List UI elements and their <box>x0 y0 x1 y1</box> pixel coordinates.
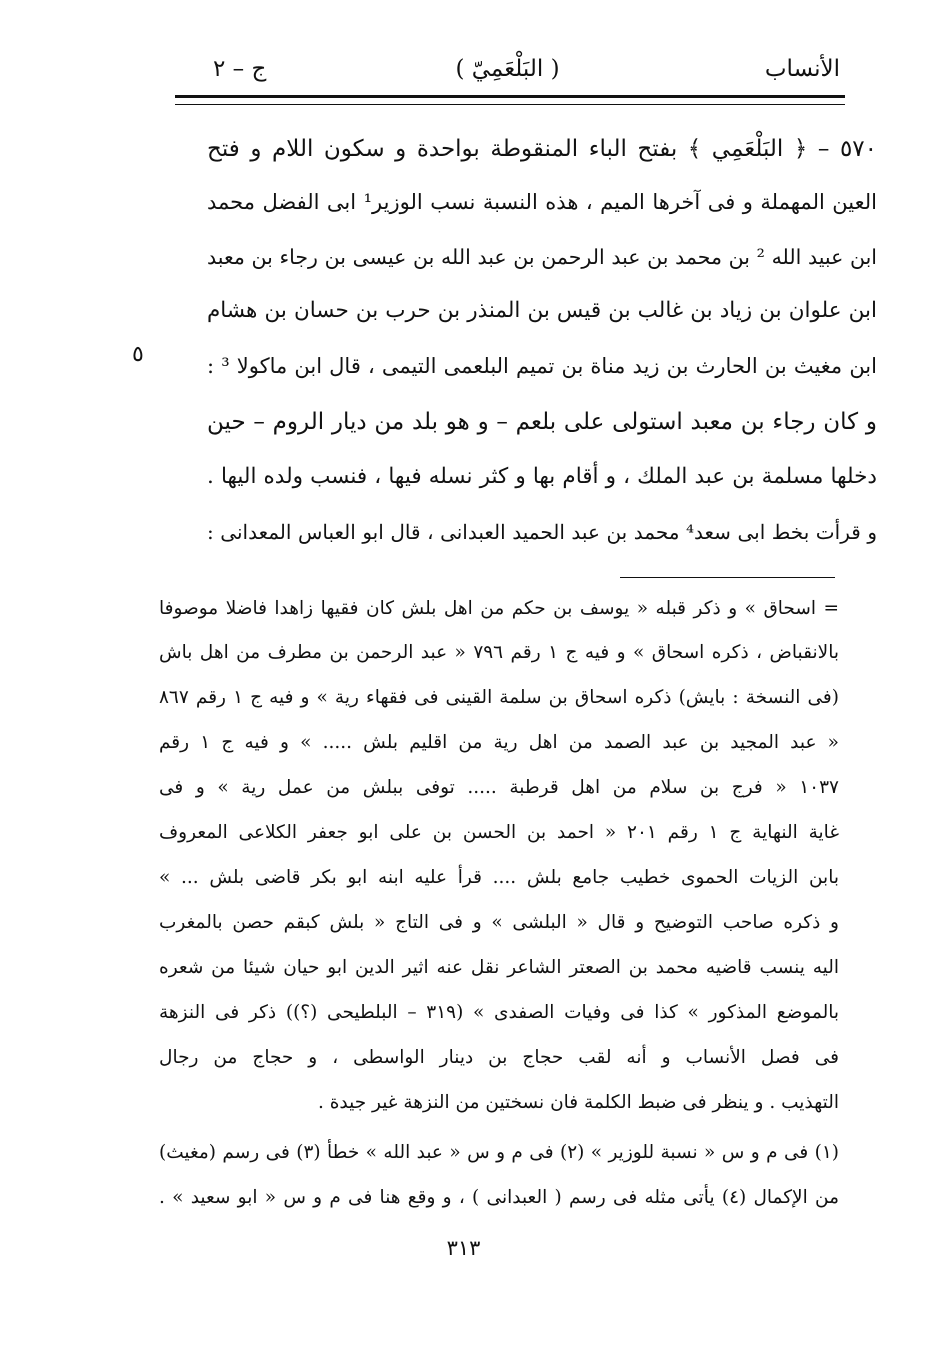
main-line: ابن عبيد الله ² بن محمد بن عبد الرحمن بن عبد الله بن عيسى بن رجاء بن معبد <box>207 245 878 269</box>
main-line: و قرأت بخط ابى سعد⁴ محمد بن عبد الحميد العبدانى ، قال ابو العباس المعدانى : <box>207 520 877 544</box>
footnote-line: بابن الزيات الحموى خطيب جامع بلش .... قرأ عليه ابنه ابو بكر قاضى بلش ... » <box>159 867 839 888</box>
footnote-line: و ذكره صاحب التوضيح و قال « البلشى » و فى التاج « بلش كبقم حصن بالمغرب <box>159 912 839 933</box>
page-number: ٣١٣ <box>446 1236 481 1260</box>
footnote-line: (١) فى م و س « نسبة للوزير » (٢) فى م و س « عبد الله » خطأ (٣) فى رسم (مغيث) <box>159 1142 840 1163</box>
footnote-line: بالموضع المذكور » كذا فى وفيات الصفدى » (٣١٩ – البلطيحى (؟)) ذكر فى النزهة <box>159 1002 839 1023</box>
entry-title: ( البَلْعَمِيّ ) <box>455 56 560 82</box>
main-line: و كان رجاء بن معبد استولى على بلعم – و هو بلد من ديار الروم – حين <box>207 409 877 435</box>
marginal-line-number: ٥ <box>132 342 144 367</box>
volume-label: ج – ٢ <box>213 56 267 82</box>
footnote-line: فى فصل الأنساب و أنه لقب حجاج بن دينار الواسطى ، و حجاج من رجال <box>159 1047 839 1068</box>
main-line: ٥٧٠ – ﴿ البَلْعَمِي ﴾ بفتح الباء المنقوطة بواحدة و سكون اللام و فتح <box>207 136 877 162</box>
page-header <box>175 50 840 90</box>
main-line: ابن مغيث بن الحارث بن زيد مناة بن تميم البلعمى التيمى ، قال ابن ماكولا ³ : <box>207 354 877 378</box>
footnote-line: (فى النسخة : بايش) ذكره اسحاق بن سلمة القينى فى فقهاء رية » و فيه ج ١ رقم ٨٦٧ <box>159 687 839 708</box>
footnote-line: ١٠٣٧ « فرج بن سلام من اهل قرطبة ..... توفى ببلش من عمل رية » و فى <box>159 777 839 798</box>
footnote-line: اليه ينسب قاضيه محمد بن الصعتر الشاعر نقل عنه اثير الدين ابو حيان شيئا من شعره <box>159 957 839 978</box>
footnote-line: التهذيب . و ينظر فى ضبط الكلمة فان نسختين من النزهة غير جيدة . <box>317 1092 839 1113</box>
footnote-line: بالانقباض ، ذكره اسحاق » و فيه ج ١ رقم ٧٩٦ « عبد الرحمن بن مطرف من اهل باش <box>159 642 839 663</box>
main-line: العين المهملة و فى آخرها الميم ، هذه النسبة نسب الوزير¹ ابى الفضل محمد <box>207 190 877 214</box>
footnote-line: غاية النهاية ج ١ رقم ٢٠١ « احمد بن الحسن بن على ابو جعفر الكلاعى المعروف <box>159 822 839 843</box>
footnote-line: « عبد المجيد بن عبد الصمد من اهل رية من اقليم بلش ..... » و فيه ج ١ رقم <box>159 732 839 753</box>
footnote-rule <box>620 577 835 578</box>
main-line: دخلها مسلمة بن عبد الملك ، و أقام بها و كثر نسله فيها ، فنسب ولده اليها . <box>207 464 877 489</box>
header-rule <box>175 95 845 105</box>
footnote-line: من الإكمال (٤) يأتى مثله فى رسم ( العبدانى ) ، و وقع هنا فى م و س « ابو سعيد » . <box>159 1187 839 1208</box>
book-title: الأنساب <box>764 56 840 82</box>
main-line: ابن علوان بن زياد بن غالب بن قيس بن المنذر بن حرب بن حسان بن هشام <box>207 298 877 323</box>
footnote-line: = اسحاق » و ذكر قبله « يوسف بن حكم من اهل بلش كان فقيها زاهدا فاضلا موصوفا <box>159 598 839 619</box>
